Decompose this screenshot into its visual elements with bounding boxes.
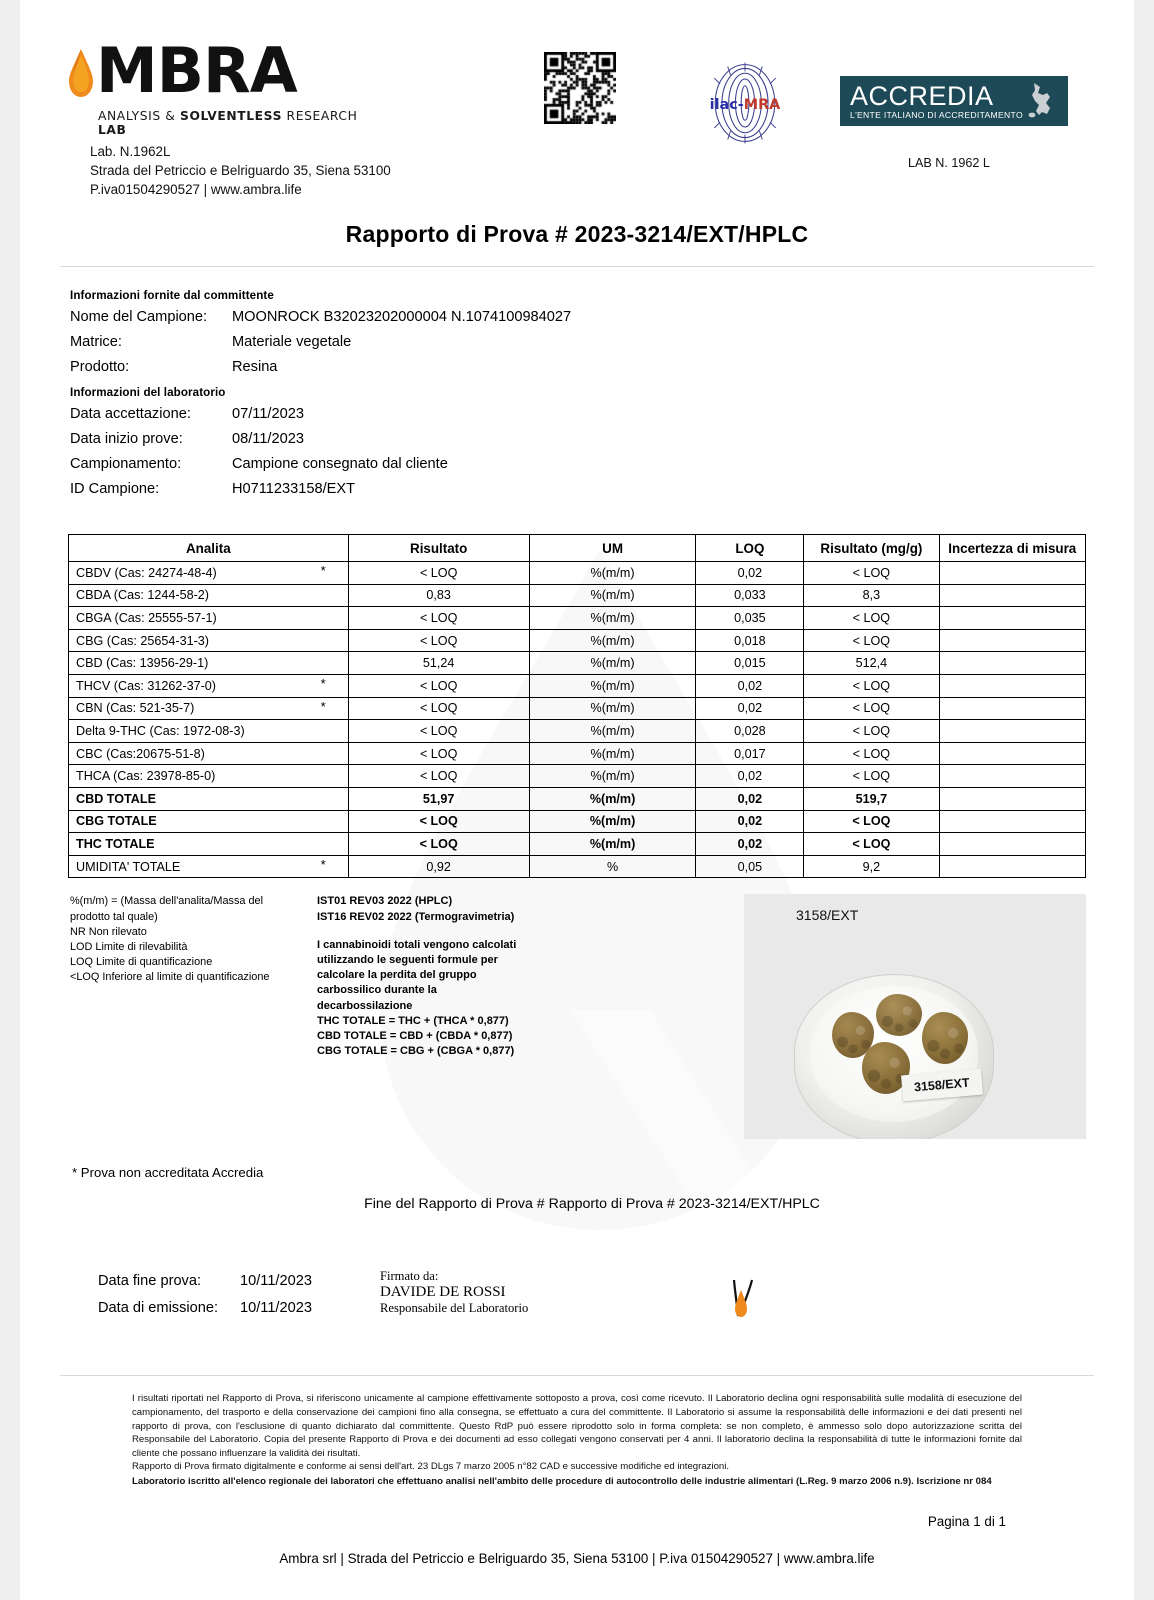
cell-loq: 0,02 (696, 562, 804, 585)
cell-risultato: 51,24 (348, 652, 529, 675)
accredia-title: ACCREDIA (850, 80, 994, 111)
disclaimer-bold-paragraph: Laboratorio iscritto all'elenco regionale dei laboratori che effettuano analisi nell'ambito delle procedure di autocontrollo delle industrie alimentari (L.Reg. 9 marzo 2006 n.9). Iscrizione nr 084 (132, 1475, 992, 1487)
cell-risultato: 51,97 (348, 787, 529, 810)
cell-risultato-mgg: < LOQ (804, 833, 939, 856)
italy-map-icon (1026, 81, 1060, 121)
cell-loq: 0,017 (696, 742, 804, 765)
table-row (69, 629, 1086, 652)
cell-risultato-mgg: < LOQ (804, 629, 939, 652)
method-line: IST01 REV03 2022 (HPLC) (317, 895, 453, 908)
formula-intro-line: utilizzando le seguenti formule per (317, 953, 498, 966)
legend-line: LOD Limite di rilevabilità (70, 940, 188, 953)
document-header (20, 0, 1134, 205)
lab-address: Strada del Petriccio e Belriguardo 35, Siena 53100 (90, 163, 391, 178)
logo-tagline-part1: ANALYSIS & (98, 109, 180, 123)
cell-um: %(m/m) (529, 697, 696, 720)
cell-incertezza (939, 720, 1085, 743)
info-row (70, 427, 1134, 452)
cell-loq: 0,02 (696, 787, 804, 810)
table-row (69, 697, 1086, 720)
accredia-lab-number: LAB N. 1962 L (908, 156, 990, 170)
cell-um: %(m/m) (529, 765, 696, 788)
non-accredited-note: * Prova non accreditata Accredia (72, 1165, 264, 1181)
cell-risultato: 0,92 (348, 855, 529, 878)
table-row (69, 562, 1086, 585)
disclaimer-divider (60, 1375, 1094, 1376)
cell-analita: CBG TOTALE (69, 810, 349, 833)
title-divider (60, 266, 1094, 267)
info-value: Resina (232, 359, 278, 375)
cell-analita: Delta 9-THC (Cas: 1972-08-3) (69, 720, 349, 743)
info-label: Data accettazione: (70, 406, 191, 422)
signature-section (98, 1268, 1134, 1323)
column-header-um: UM (529, 535, 696, 562)
info-row (70, 402, 1134, 427)
cell-um: % (529, 855, 696, 878)
column-header-analita: Analita (69, 535, 349, 562)
cell-risultato: < LOQ (348, 833, 529, 856)
sample-photo (744, 894, 1086, 1139)
cell-risultato-mgg: < LOQ (804, 674, 939, 697)
cell-loq: 0,02 (696, 810, 804, 833)
client-info-heading: Informazioni fornite dal committente (70, 289, 274, 302)
asterisk-marker: * (320, 563, 326, 578)
formula-intro-line: carbossilico durante la (317, 984, 437, 997)
cell-analita: UMIDITA' TOTALE * (69, 855, 349, 878)
signed-by-name: DAVIDE DE ROSSI (379, 1284, 506, 1301)
info-value: H0711233158/EXT (232, 481, 356, 497)
date-row (98, 1268, 312, 1295)
table-row (69, 674, 1086, 697)
cell-incertezza (939, 742, 1085, 765)
legend-line: <LOQ Inferiore al limite di quantificazione (70, 971, 270, 984)
column-header-risultato-mgg: Risultato (mg/g) (804, 535, 939, 562)
sample-photo-label: 3158/EXT (901, 1069, 983, 1102)
cell-incertezza (939, 833, 1085, 856)
sample-photo-code: 3158/EXT (796, 907, 859, 924)
cell-um: %(m/m) (529, 607, 696, 630)
formula-intro-line: decarbossilazione (317, 999, 413, 1012)
cell-risultato: < LOQ (348, 629, 529, 652)
date-end-label: Data fine prova: (98, 1273, 202, 1290)
page-footer: Ambra srl | Strada del Petriccio e Belriguardo 35, Siena 53100 | P.iva 01504290527 | www.ambra.life (279, 1551, 875, 1567)
legend-line: %(m/m) = (Massa dell'analita/Massa del (70, 895, 264, 908)
cell-um: %(m/m) (529, 652, 696, 675)
results-table-container (68, 534, 1086, 878)
column-header-incertezza: Incertezza di misura (939, 535, 1085, 562)
formula-line: THC TOTALE = THC + (THCA * 0,877) (317, 1014, 509, 1027)
cell-um: %(m/m) (529, 720, 696, 743)
date-issue-label: Data di emissione: (98, 1300, 219, 1317)
date-end-value: 10/11/2023 (240, 1273, 312, 1290)
svg-text:ilac-MRA: ilac-MRA (709, 96, 781, 113)
asterisk-marker: * (320, 698, 326, 714)
cell-risultato: < LOQ (348, 810, 529, 833)
disclaimer-paragraph: I risultati riportati nel Rapporto di Prova, si riferiscono unicamente al campione effettivamente sottoposto a prova, così come ricevuto. Il Laboratorio declina ogni responsabilità sulle modalità di esecuzione del campionamento, del trasporto e della conservazione dei campioni fino alla consegna, se effettuato a cura del committente. Il Laboratorio si assume la responsabilità delle informazioni e dei dati presenti nel rapporto di prova, con l'esclusione di quanto dichiarato dal committente. Questo RdP può essere riprodotto solo in forma completa: se non completo, è ammesso solo dopo autorizzazione scritta del Responsabile del Laboratorio. Copia del presente Rapporto di Prova e dei documenti ad esso collegati vengono conservati per 4 anni. Il laboratorio declina la responsabilità di tutte le informazioni fornite dal cliente che possano influenzare la validità dei risultati. (132, 1393, 1022, 1459)
info-value: Materiale vegetale (232, 334, 352, 350)
cell-risultato-mgg: < LOQ (804, 742, 939, 765)
table-row (69, 855, 1086, 878)
sample-information (70, 289, 1134, 502)
cell-risultato-mgg: 9,2 (804, 855, 939, 878)
info-label: Prodotto: (70, 359, 130, 375)
cell-risultato: < LOQ (348, 562, 529, 585)
date-issue-value: 10/11/2023 (240, 1300, 312, 1317)
cell-loq: 0,028 (696, 720, 804, 743)
asterisk-marker: * (320, 675, 326, 691)
info-value: Campione consegnato dal cliente (232, 456, 448, 472)
lab-number: Lab. N.1962L (90, 144, 171, 159)
logo-tagline (98, 109, 388, 137)
cell-analita: CBGA (Cas: 25555-57-1) (69, 607, 349, 630)
cell-risultato: < LOQ (348, 720, 529, 743)
cell-risultato-mgg: < LOQ (804, 765, 939, 788)
formula-line: CBD TOTALE = CBD + (CBDA * 0,877) (317, 1029, 513, 1042)
info-label: Data inizio prove: (70, 431, 183, 447)
table-row (69, 742, 1086, 765)
accredia-logo (840, 76, 1068, 126)
cell-incertezza (939, 629, 1085, 652)
cell-risultato-mgg: < LOQ (804, 720, 939, 743)
legend-line: prodotto tal quale) (70, 910, 158, 923)
lab-info-heading: Informazioni del laboratorio (70, 386, 226, 399)
cell-analita: CBD TOTALE (69, 787, 349, 810)
cell-loq: 0,02 (696, 765, 804, 788)
legend-line: NR Non rilevato (70, 925, 147, 938)
cell-loq: 0,02 (696, 674, 804, 697)
signature-mark-icon (728, 1276, 758, 1323)
legend-spacer (317, 925, 542, 938)
logo-tagline-part3: RESEARCH (282, 109, 358, 123)
cell-loq: 0,035 (696, 607, 804, 630)
date-row (98, 1295, 312, 1322)
cell-analita: CBN (Cas: 521-35-7) * (69, 697, 349, 720)
cell-loq: 0,02 (696, 697, 804, 720)
ilac-mra-logo (697, 55, 793, 151)
cell-um: %(m/m) (529, 833, 696, 856)
cell-incertezza (939, 855, 1085, 878)
info-label: Matrice: (70, 334, 122, 350)
cell-analita: THC TOTALE (69, 833, 349, 856)
cell-analita: CBDA (Cas: 1244-58-2) (69, 584, 349, 607)
cell-um: %(m/m) (529, 787, 696, 810)
info-row (70, 452, 1134, 477)
cell-incertezza (939, 607, 1085, 630)
cell-incertezza (939, 562, 1085, 585)
cell-loq: 0,015 (696, 652, 804, 675)
page-number: Pagina 1 di 1 (927, 1514, 1006, 1530)
cell-analita: CBD (Cas: 13956-29-1) (69, 652, 349, 675)
cell-loq: 0,033 (696, 584, 804, 607)
cell-risultato-mgg: < LOQ (804, 562, 939, 585)
legal-disclaimer (132, 1392, 1022, 1488)
cell-loq: 0,018 (696, 629, 804, 652)
cell-incertezza (939, 787, 1085, 810)
cell-risultato-mgg: 8,3 (804, 584, 939, 607)
lab-address-block (90, 142, 391, 199)
table-row (69, 584, 1086, 607)
info-row (70, 330, 1134, 355)
drop-icon (68, 47, 94, 95)
cell-analita: THCV (Cas: 31262-37-0) * (69, 674, 349, 697)
cell-risultato-mgg: < LOQ (804, 607, 939, 630)
cell-incertezza (939, 674, 1085, 697)
cell-incertezza (939, 652, 1085, 675)
formula-intro-line: calcolare la perdita del gruppo (317, 969, 477, 982)
column-header-risultato: Risultato (348, 535, 529, 562)
table-row (69, 607, 1086, 630)
signed-by-role: Responsabile del Laboratorio (379, 1301, 529, 1316)
ambra-logo (68, 34, 388, 137)
table-row (69, 765, 1086, 788)
table-row (69, 720, 1086, 743)
asterisk-marker: * (320, 856, 326, 872)
info-label: Campionamento: (70, 456, 182, 472)
info-value: 07/11/2023 (232, 406, 304, 422)
cell-risultato-mgg: 519,7 (804, 787, 939, 810)
cell-analita: THCA (Cas: 23978-85-0) (69, 765, 349, 788)
column-header-loq: LOQ (696, 535, 804, 562)
logo-tagline-part4: LAB (98, 123, 127, 137)
cell-incertezza (939, 765, 1085, 788)
signature-dates (98, 1268, 312, 1322)
formula-intro-line: I cannabinoidi totali vengono calcolati (317, 938, 517, 951)
qr-code[interactable] (544, 52, 616, 124)
table-row (69, 787, 1086, 810)
accredia-subtitle: L'ENTE ITALIANO DI ACCREDITAMENTO (850, 109, 1023, 120)
info-value: MOONROCK B32023202000004 N.1074100984027 (232, 309, 572, 325)
cell-risultato: < LOQ (348, 697, 529, 720)
cell-um: %(m/m) (529, 810, 696, 833)
signed-by-label: Firmato da: (379, 1269, 439, 1284)
methods-and-formulas (317, 894, 542, 1059)
cell-risultato: < LOQ (348, 674, 529, 697)
info-row (70, 305, 1134, 330)
cell-loq: 0,05 (696, 855, 804, 878)
cell-incertezza (939, 697, 1085, 720)
lab-vat-website: P.iva01504290527 | www.ambra.life (90, 182, 302, 197)
table-header-row (69, 535, 1086, 562)
legend-and-photo (68, 894, 1086, 1139)
info-row (70, 477, 1134, 502)
logo-tagline-part2: SOLVENTLESS (180, 109, 283, 123)
cell-loq: 0,02 (696, 833, 804, 856)
report-title: Rapporto di Prova # 2023-3214/EXT/HPLC (345, 221, 809, 247)
abbreviations-legend (68, 894, 313, 985)
cell-risultato-mgg: < LOQ (804, 810, 939, 833)
legend-line: LOQ Limite di quantificazione (70, 956, 213, 969)
results-table-body (69, 562, 1086, 878)
results-table (68, 534, 1086, 878)
cell-analita: CBDV (Cas: 24274-48-4) * (69, 562, 349, 585)
formula-line: CBG TOTALE = CBG + (CBGA * 0,877) (317, 1045, 515, 1058)
signed-by-block (380, 1268, 528, 1316)
table-row (69, 810, 1086, 833)
report-page (20, 0, 1134, 1600)
cell-um: %(m/m) (529, 629, 696, 652)
cell-incertezza (939, 810, 1085, 833)
disclaimer-paragraph: Rapporto di Prova firmato digitalmente e conforme ai sensi dell'art. 23 DLgs 7 marzo 2005 n°82 CAD e successive modifiche ed integrazioni. (132, 1461, 730, 1473)
info-label: ID Campione: (70, 481, 160, 497)
cell-um: %(m/m) (529, 562, 696, 585)
info-label: Nome del Campione: (70, 309, 208, 325)
table-row (69, 833, 1086, 856)
cell-analita: CBC (Cas:20675-51-8) (69, 742, 349, 765)
cell-risultato: < LOQ (348, 765, 529, 788)
cell-um: %(m/m) (529, 742, 696, 765)
info-row (70, 355, 1134, 380)
cell-um: %(m/m) (529, 584, 696, 607)
cell-risultato: < LOQ (348, 607, 529, 630)
cell-analita: CBG (Cas: 25654-31-3) (69, 629, 349, 652)
cell-risultato: < LOQ (348, 742, 529, 765)
method-line: IST16 REV02 2022 (Termogravimetria) (317, 910, 515, 923)
cell-risultato: 0,83 (348, 584, 529, 607)
info-value: 08/11/2023 (232, 431, 304, 447)
cell-um: %(m/m) (529, 674, 696, 697)
table-row (69, 652, 1086, 675)
cell-incertezza (939, 584, 1085, 607)
report-end-line: Fine del Rapporto di Prova # Rapporto di Prova # 2023-3214/EXT/HPLC (364, 1196, 820, 1213)
cell-risultato-mgg: < LOQ (804, 697, 939, 720)
cell-risultato-mgg: 512,4 (804, 652, 939, 675)
logo-wordmark: MBRA (96, 34, 297, 107)
